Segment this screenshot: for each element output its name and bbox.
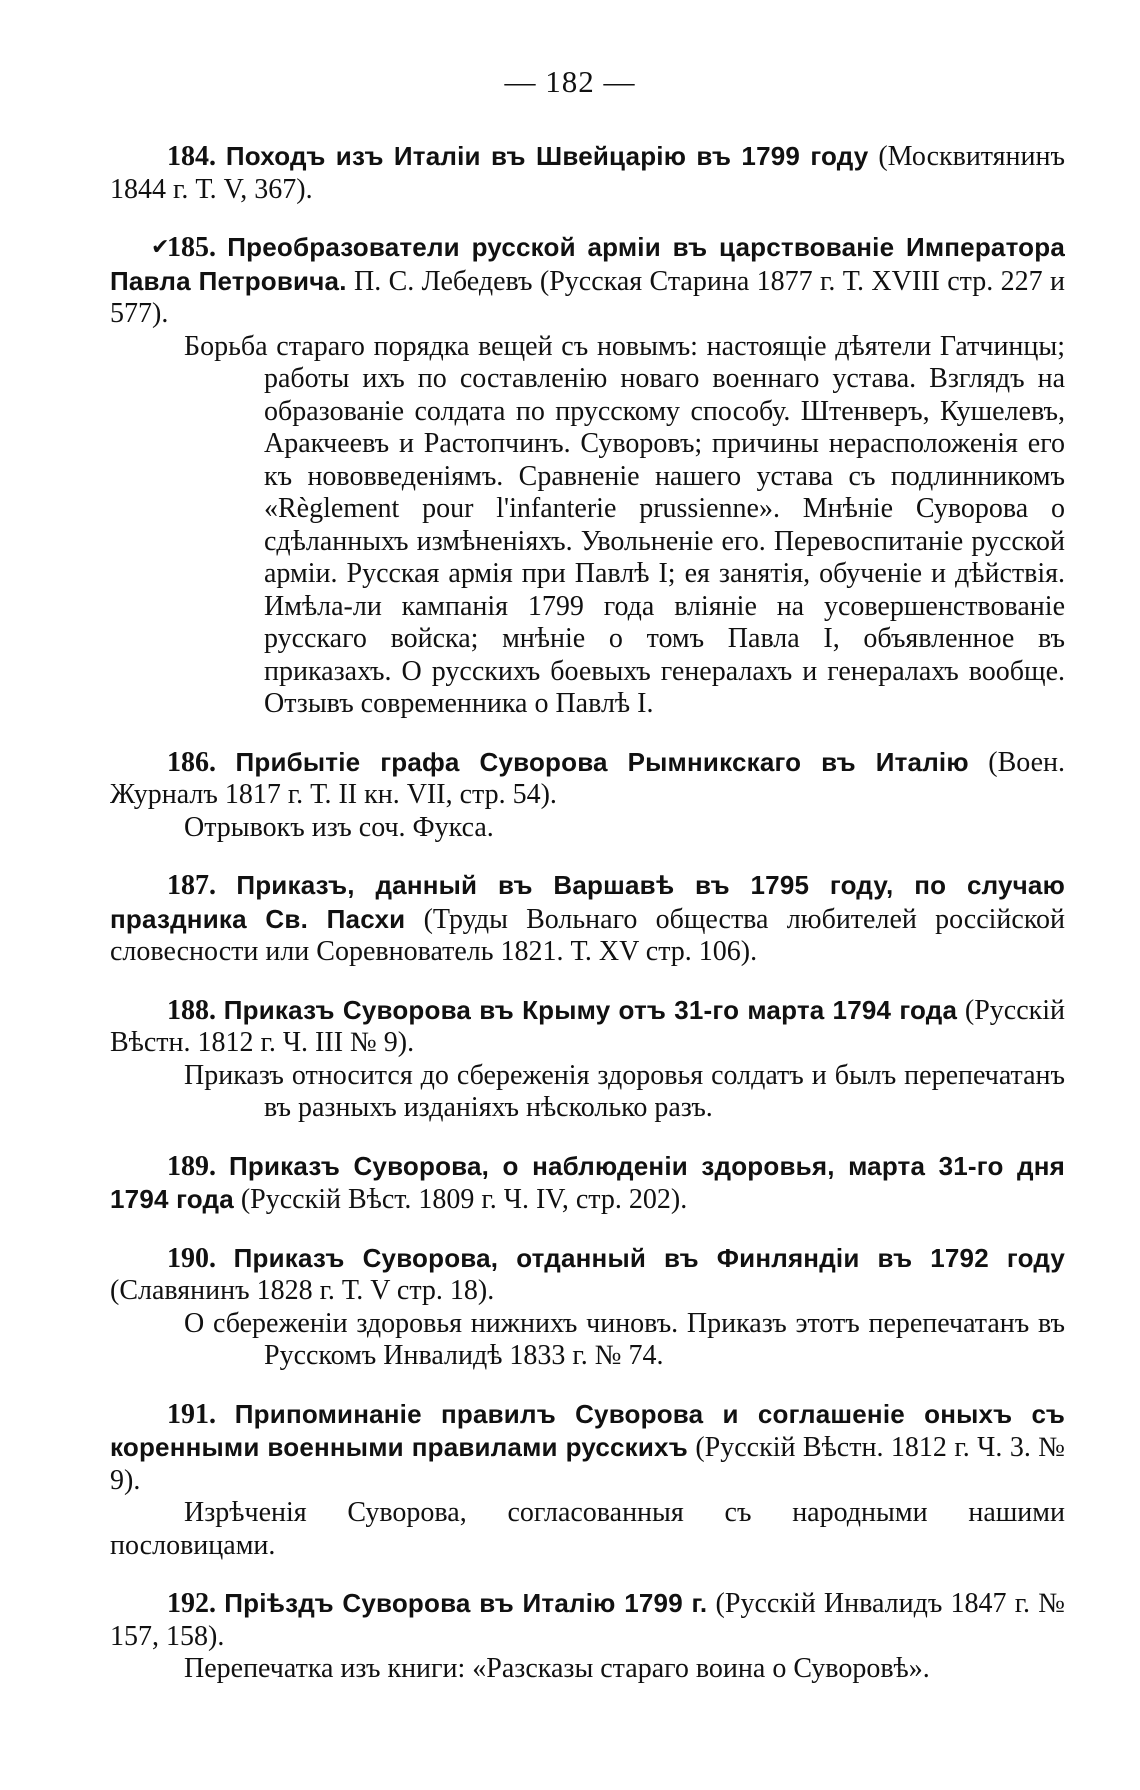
entry-title: Преобразователи русской арміи въ царствованіе Императора Павла Петровича. — [110, 232, 1065, 296]
entry-number: 187. — [167, 870, 216, 901]
bibliography-entry-188 — [110, 994, 1065, 1125]
entry-title: Пріѣздъ Суворова въ Италію 1799 г. — [224, 1588, 708, 1618]
entry-number: 188. — [167, 994, 216, 1026]
entry-number: 184. — [167, 141, 216, 172]
entry-annotation: О сбереженіи здоровья нижнихъ чиновъ. Приказъ этотъ перепечатанъ въ Русскомъ Инвалидѣ 1833 г. № 74. — [184, 1307, 1065, 1371]
entry-citation — [110, 1150, 1065, 1217]
entry-source: (Русскій Вѣстн. 1812 г. Ч. III № 9). — [110, 994, 1066, 1058]
entry-citation — [110, 1242, 1065, 1308]
page-number: — 182 — — [504, 64, 636, 99]
entry-source: (Русскій Инвалидъ 1847 г. № 157, 158). — [110, 1588, 1065, 1652]
entry-title: Припоминаніе правилъ Суворова и соглашеніе оныхъ съ коренными военными правилами русскихъ — [110, 1398, 1066, 1462]
entry-number: 189. — [167, 1150, 216, 1182]
entry-annotation: Изрѣченія Суворова, согласованныя съ народными нашими пословицами. — [110, 1497, 1065, 1561]
entry-citation — [110, 1398, 1065, 1498]
entry-title: Приказъ Суворова, отданный въ Финляндіи въ 1792 году — [233, 1242, 1066, 1273]
bibliography-entry-186 — [110, 746, 1065, 845]
entry-title: Походъ изъ Италіи въ Швейцарію въ 1799 году — [225, 141, 869, 171]
entry-annotation: Борьба стараго порядка вещей съ новымъ: настоящіе дѣятели Гатчинцы; работы ихъ по составленію новаго военнаго устава. Взглядъ на образованіе солдата по прусскому способу. Штенверъ, Кушелевъ, Аракчеевъ и Растопчинъ. Суворовъ; причины нерасположенія его къ нововведеніямъ. Сравненіе нашего устава съ подлинникомъ «Règlement pour l'infanterie prussienne». Мнѣніе Суворова о сдѣланныхъ измѣненіяхъ. Увольненіе его. Перевоспитаніе русской арміи. Русская армія при Павлѣ I; ея занятія, обученіе и дѣйствія. Имѣла-ли кампанія 1799 года вліяніе на усовершенствованіе русскаго войска; мнѣніе о томъ Павла I, объявленное въ приказахъ. О русскихъ боевыхъ генералахъ и генералахъ вообще. Отзывъ современника о Павлѣ I. — [184, 330, 1065, 719]
entry-citation — [110, 231, 1065, 331]
entry-source: (Москвитянинъ 1844 г. Т. V, 367). — [110, 141, 1065, 205]
entry-citation — [110, 869, 1065, 969]
bibliography-entry-192 — [110, 1587, 1065, 1686]
bibliography-list — [110, 140, 1065, 1711]
entry-citation — [110, 1587, 1065, 1653]
entry-annotation: Отрывокъ изъ соч. Фукса. — [184, 811, 494, 843]
entry-citation — [110, 140, 1065, 206]
entry-number: 192. — [167, 1588, 216, 1619]
entry-source: (Русскій Вѣстн. 1812 г. Ч. 3. № 9). — [110, 1432, 1066, 1496]
entry-source: (Труды Вольнаго общества любителей россійской словесности или Соревнователь 1821. Т. XV стр. 106). — [110, 903, 1065, 967]
bibliography-entry-190 — [110, 1242, 1065, 1373]
bibliography-entry-187 — [110, 869, 1065, 969]
entry-number: 186. — [167, 746, 216, 778]
entry-title: Приказъ Суворова, о наблюденіи здоровья, марта 31-го дня 1794 года — [110, 1150, 1065, 1214]
entry-number: 185. — [167, 232, 216, 263]
entry-citation — [110, 994, 1065, 1060]
entry-annotation: Приказъ относится до сбереженія здоровья солдатъ и былъ перепечатанъ въ разныхъ изданіяхъ нѣсколько разъ. — [184, 1059, 1065, 1123]
bibliography-entry-189 — [110, 1150, 1065, 1217]
entry-number: 190. — [167, 1242, 216, 1274]
entry-source: (Воен. Журналъ 1817 г. Т. II кн. VII, стр. 54). — [110, 746, 1065, 810]
entry-title: Приказъ, данный въ Варшавѣ въ 1795 году, по случаю праздника Св. Пасхи — [110, 870, 1065, 934]
entry-title: Прибытіе графа Суворова Рымникскаго въ Италію — [235, 746, 969, 777]
checkmark-icon: ✔ — [151, 234, 170, 259]
bibliography-entry-184 — [110, 140, 1065, 206]
bibliography-entry-185 — [110, 231, 1065, 721]
entry-annotation: Перепечатка изъ книги: «Разсказы стараго воина о Суворовѣ». — [184, 1653, 930, 1684]
entry-citation — [110, 746, 1065, 812]
entry-source: (Русскій Вѣст. 1809 г. Ч. IV, стр. 202). — [233, 1184, 688, 1215]
entry-source: П. С. Лебедевъ (Русская Старина 1877 г. Т. XVIII стр. 227 и 577). — [110, 265, 1065, 329]
entry-number: 191. — [167, 1398, 216, 1430]
entry-source: (Славянинъ 1828 г. Т. V стр. 18). — [110, 1275, 495, 1306]
entry-title: Приказъ Суворова въ Крыму отъ 31-го марта 1794 года — [223, 994, 958, 1025]
bibliography-entry-191 — [110, 1398, 1065, 1563]
